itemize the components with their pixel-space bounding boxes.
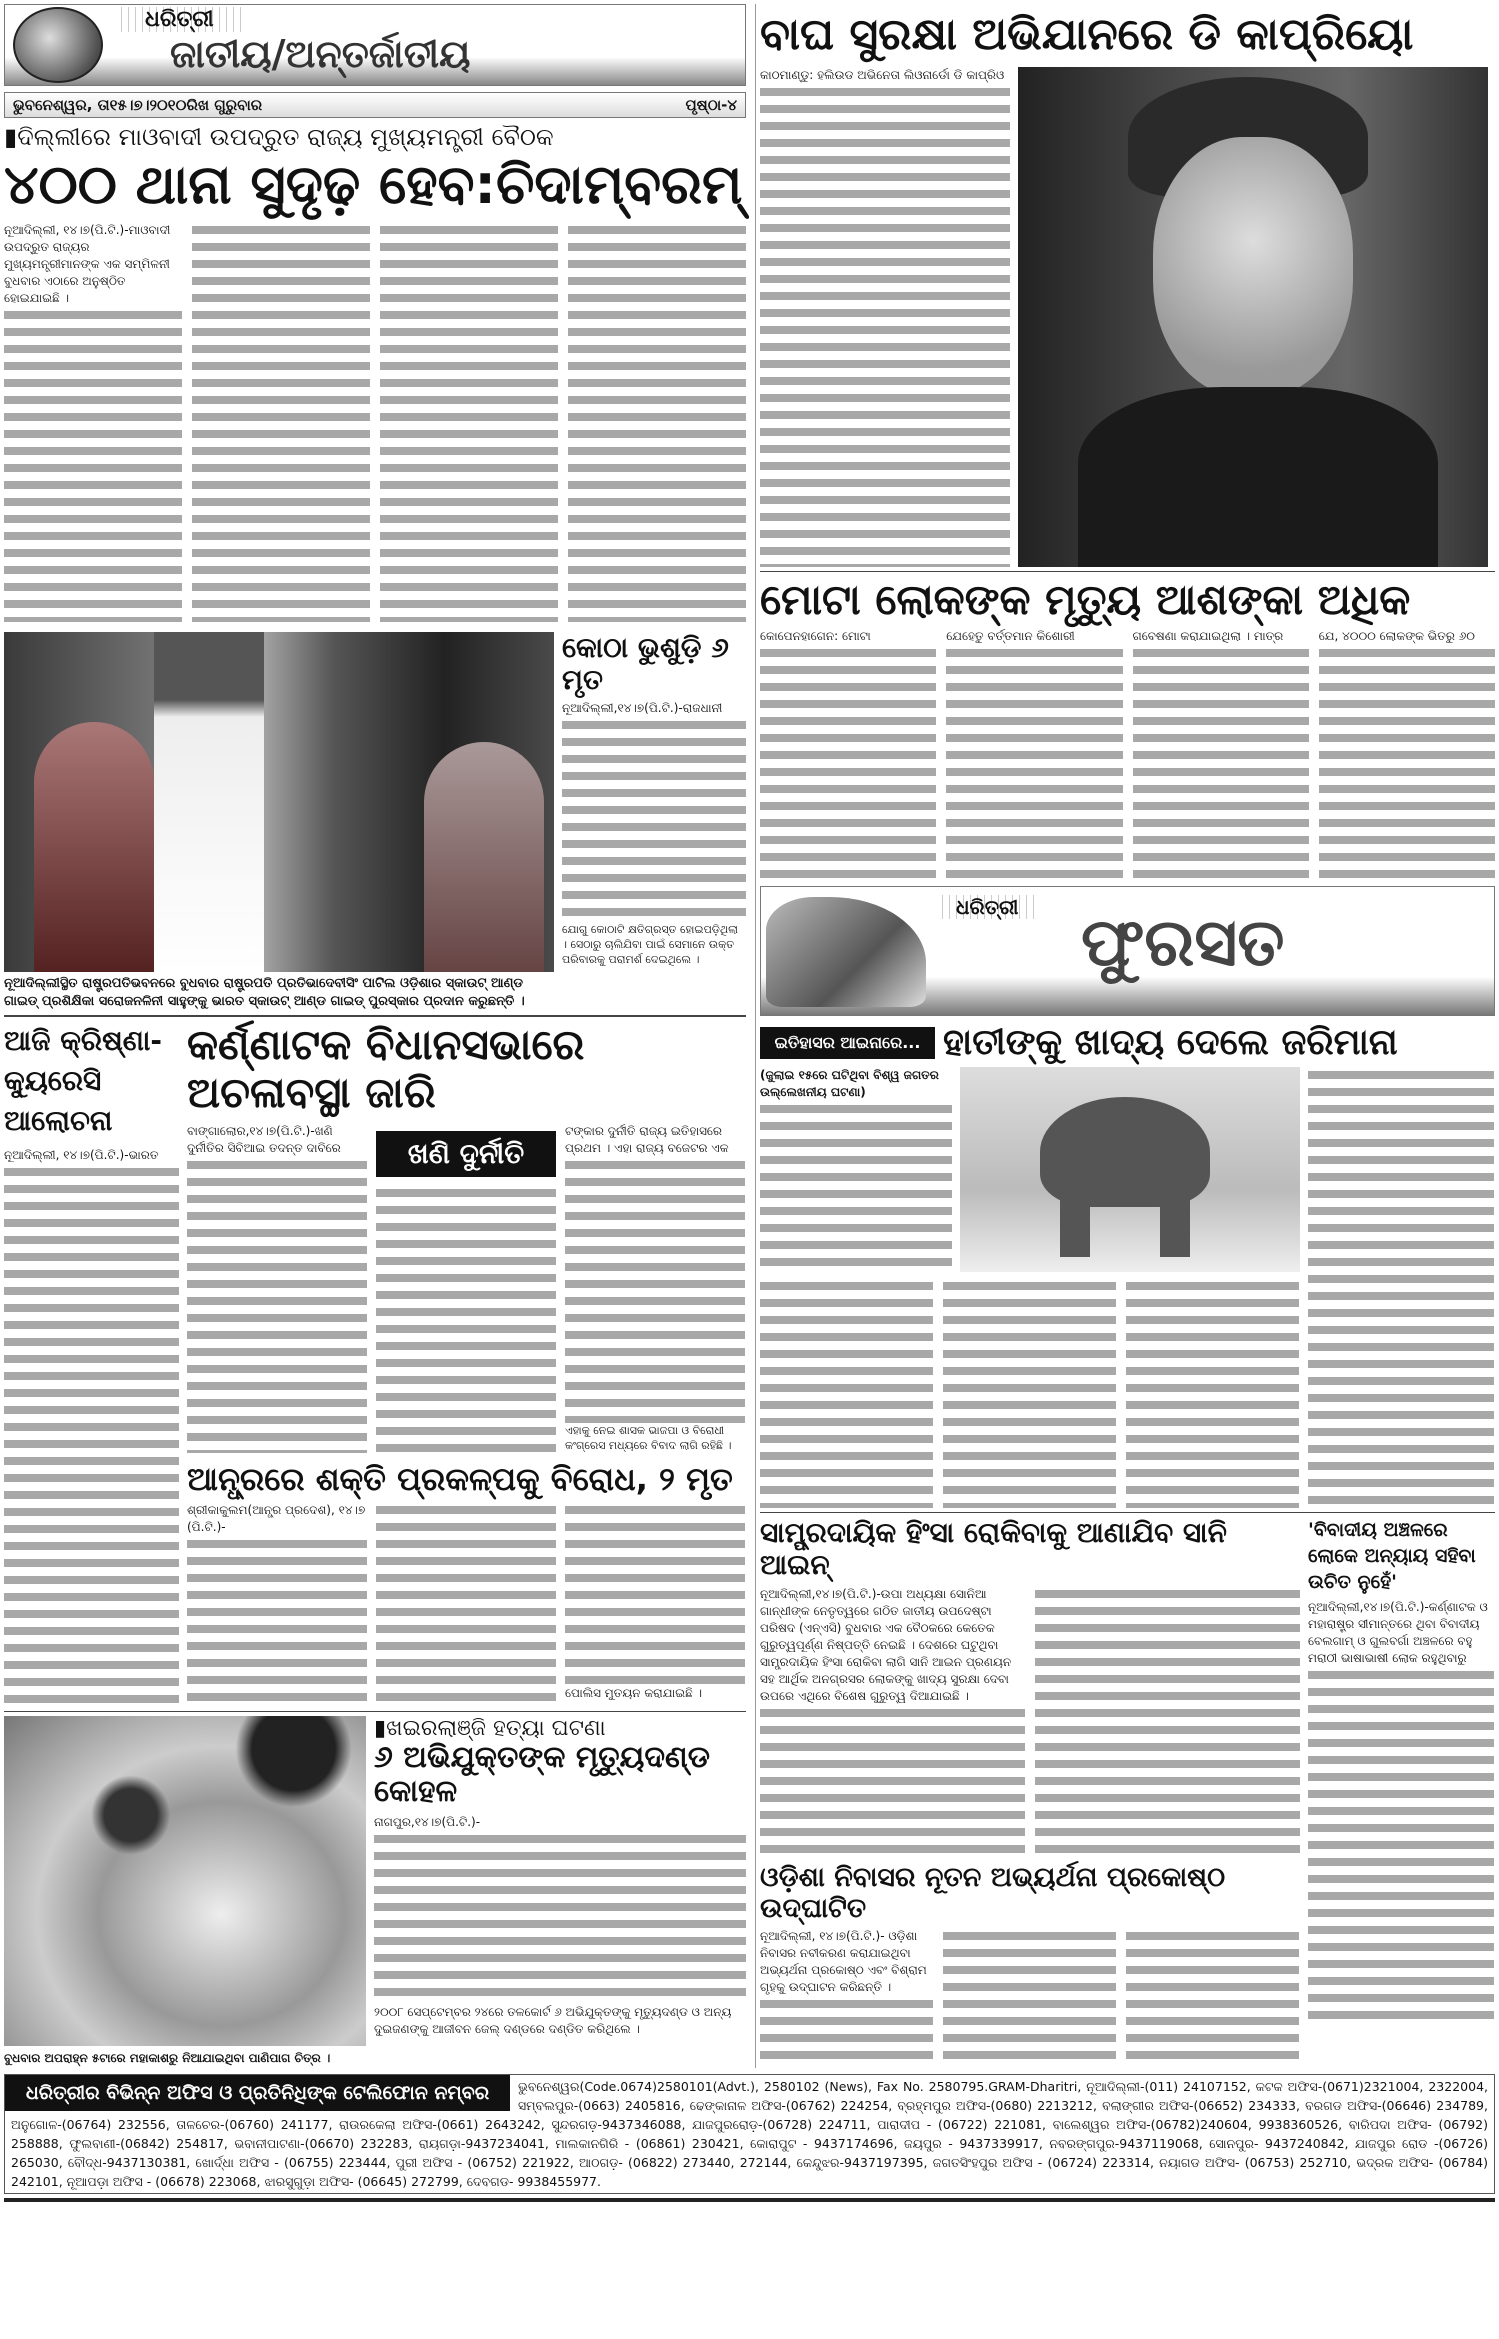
krishna-qureshi-text: ନୂଆଦିଲ୍ଲୀ, ୧୪।୭(ପି.ଟି.)-ଭାରତ bbox=[4, 1147, 179, 1164]
history-tag: ଇତିହାସର ଆଇନାରେ... bbox=[760, 1027, 935, 1059]
obesity-headline: ମୋଟା ଲୋକଙ୍କ ମୃତ୍ୟୁ ଆଶଙ୍କା ଅଧିକ bbox=[760, 574, 1411, 624]
award-photo-caption: ନୂଆଦିଲ୍ଲୀସ୍ଥିତ ରାଷ୍ଟ୍ରପତିଭବନରେ ବୁଧବାର ରାଷ୍ଟ୍ରପତି ପ୍ରତିଭାଦେବୀସିଂ ପାଟିଲ ଓଡ଼ିଶାର ସ୍କାଉଟ୍ ଆଣ୍ଡ ଗାଇଡ୍ ପ୍ରଶିକ୍ଷିକା ସରୋଜନଳିନୀ ସାହୁଙ୍କୁ ଭାରତ ସ୍କାଉଟ୍ ଆଣ୍ଡ ଗାଇଡ୍ ପୁରସ୍କାର ପ୍ରଦାନ କରୁଛନ୍ତି । bbox=[4, 975, 525, 1009]
khairlanji-kicker-text: ଖଇରଲାଞ୍ଜି ହତ୍ୟା ଘଟଣା bbox=[386, 1715, 606, 1741]
section-masthead bbox=[4, 4, 746, 86]
obesity-text-3: ଗବେଷଣା କରାଯାଇଥିଲା । ମାତ୍ର bbox=[1133, 628, 1309, 645]
border-dispute-headline: 'ବିବାଦୀୟ ଅଞ୍ଚଳରେ ଲୋକେ ଅନ୍ୟାୟ ସହିବା ଉଚିତ ନୁହେଁ' bbox=[1308, 1519, 1476, 1594]
karnataka-text-2: ଟଙ୍କାର ଦୁର୍ନୀତି ରାଜ୍ୟ ଇତିହାସରେ ପ୍ରଥମ । ଏହା ରାଜ୍ୟ ବଜେଟର ଏକ bbox=[565, 1123, 745, 1157]
andhra-body bbox=[187, 1502, 746, 1702]
odisha-niwas-body bbox=[760, 1928, 1300, 2068]
dateline-bar bbox=[4, 92, 746, 118]
obesity-text-4: ଯେ, ୪୦୦୦ ଲୋକଙ୍କ ଭିତରୁ ୬୦ bbox=[1319, 628, 1495, 645]
footer-rule bbox=[4, 2198, 1495, 2202]
karnataka-body-col3 bbox=[565, 1123, 745, 1453]
weather-caption: ବୁଧବାର ଅପରାହ୍ନ ୫ଟାରେ ମହାକାଶରୁ ନିଆଯାଇଥିବା ପାଣିପାଗ ଚିତ୍ର । bbox=[4, 2050, 331, 2065]
dicaprio-body bbox=[760, 67, 1010, 567]
dicaprio-photo bbox=[1018, 67, 1488, 567]
karnataka-headline: କର୍ଣ୍ଣାଟକ ବିଧାନସଭାରେ ଅଚଳାବସ୍ଥା ଜାରି bbox=[187, 1019, 585, 1117]
lead-body-text: ନୂଆଦିଲ୍ଲୀ, ୧୪।୭(ପି.ଟି.)-ମାଓବାଦୀ ଉପଦ୍ରୁତ ରାଜ୍ୟର ମୁଖ୍ୟମନ୍ତ୍ରୀମାନଙ୍କ ଏକ ସମ୍ମିଳନୀ ବୁଧବାର ଏଠାରେ ଅନୁଷ୍ଠିତ ହୋଇଯାଇଛି । bbox=[4, 222, 182, 307]
karnataka-body-col2 bbox=[376, 1123, 556, 1453]
krishna-qureshi-body bbox=[4, 1147, 179, 1707]
obesity-body bbox=[760, 628, 1495, 878]
andhra-headline: ଆନ୍ଧ୍ରରେ ଶକ୍ତି ପ୍ରକଳ୍ପକୁ ବିରୋଧ, ୨ ମୃତ bbox=[187, 1460, 733, 1499]
footer-title: ଧରିତ୍ରୀର ବିଭିନ୍ନ ଅଫିସ ଓ ପ୍ରତିନିଧିଙ୍କ ଟେଲିଫୋନ ନମ୍ବର bbox=[5, 2075, 510, 2111]
elephant-headline: ହାତୀଙ୍କୁ ଖାଦ୍ୟ ଦେଲେ ଜରିମାନା bbox=[943, 1021, 1398, 1063]
andhra-ending: ପୋଲିସ ମୁତୟନ କରାଯାଇଛି । bbox=[565, 1685, 745, 1702]
karnataka-body-col1 bbox=[187, 1123, 367, 1453]
elephant-body-bottom bbox=[760, 1278, 1300, 1508]
lead-headline: ୪୦୦ ଥାନା ସୁଦୃଢ଼ ହେବ:ଚିଦାମ୍ବରମ୍ bbox=[4, 152, 743, 216]
divider bbox=[760, 1512, 1495, 1513]
furasat-brand: ଧରିତ୍ରୀ bbox=[936, 895, 1038, 919]
building-collapse-ending: ଯୋଗୁ କୋଠାଟି କ୍ଷତିଗ୍ରସ୍ତ ହୋଇପଡ଼ିଥିଲା । ସେଠାରୁ ଚାଲିଯିବା ପାଇଁ ସେମାନେ ଉକ୍ତ ପରିବାରକୁ ପରାମର୍ଶ ଦେଇଥିଲେ । bbox=[562, 922, 746, 967]
khairlanji-kicker: ▮ଖଇରଲାଞ୍ଜି ହତ୍ୟା ଘଟଣା bbox=[374, 1715, 606, 1741]
odisha-niwas-text: ନୂଆଦିଲ୍ଲୀ, ୧୪।୭(ପି.ଟି.)- ଓଡ଼ିଶା ନିବାସର ନବୀକରଣ କରାଯାଇଥିବା ଅଭ୍ୟର୍ଥନା ପ୍ରକୋଷ୍ଠ ଏବଂ ବିଶ୍ରାମ ଗୃହକୁ ଉଦ୍‌ଘାଟନ କରିଛନ୍ତି । bbox=[760, 1928, 933, 1996]
karnataka-ending: ଏହାକୁ ନେଇ ଶାସକ ଭାଜପା ଓ ବିରୋଧୀ କଂଗ୍ରେସ ମଧ୍ୟରେ ବିବାଦ ଲାଗି ରହିଛି । bbox=[565, 1423, 745, 1453]
section-title: ଜାତୀୟ/ଅନ୍ତର୍ଜାତୀୟ bbox=[170, 32, 471, 76]
divider bbox=[760, 571, 1495, 572]
brand-logo: ଧରିତ୍ରୀ bbox=[115, 7, 244, 32]
newspaper-page bbox=[4, 4, 1495, 2068]
krishna-qureshi-headline: ଆଜି କ୍ରିଷ୍ଣା-କ୍ୟୁରେସି ଆଲୋଚନା bbox=[4, 1023, 162, 1137]
elephant-photo bbox=[960, 1067, 1300, 1272]
andhra-text: ଶ୍ରୀକାକୁଲମ(ଆନ୍ଧ୍ର ପ୍ରଦେଶ), ୧୪।୭ (ପି.ଟି.)- bbox=[187, 1503, 366, 1535]
khairlanji-ending: ୨୦୦୮ ସେପ୍ଟେମ୍ବର ୨୪ରେ ତଳକୋର୍ଟ ୬ ଅଭିଯୁକ୍ତଙ୍କୁ ମୃତ୍ୟୁଦଣ୍ଡ ଓ ଅନ୍ୟ ଦୁଇଜଣଙ୍କୁ ଆଜୀବନ ଜେଲ୍ ଦଣ୍ଡରେ ଦଣ୍ଡିତ କରିଥିଲେ । bbox=[374, 2004, 746, 2038]
odisha-niwas-headline: ଓଡ଼ିଶା ନିବାସର ନୂତନ ଅଭ୍ୟର୍ଥନା ପ୍ରକୋଷ୍ଠ ଉଦ୍‌ଘାଟିତ bbox=[760, 1861, 1226, 1924]
dateline: ଭୁବନେଶ୍ୱର, ତା୧୫।୭।୨୦୧୦ରିଖ ଗୁରୁବାର bbox=[13, 96, 263, 114]
lead-kicker: ▮ଦିଲ୍ଲୀରେ ମାଓବାଦୀ ଉପଦ୍ରୁତ ରାଜ୍ୟ ମୁଖ୍ୟମନ୍ତ୍ରୀ ବୈଠକ bbox=[4, 123, 554, 151]
border-dispute-body bbox=[1308, 1599, 1494, 2019]
building-collapse-body bbox=[562, 700, 746, 920]
communal-body bbox=[760, 1586, 1300, 1856]
communal-text: ନୂଆଦିଲ୍ଲୀ,୧୪।୭(ପି.ଟି.)-ଉପା ଅଧ୍ୟକ୍ଷା ସୋନିଆ ଗାନ୍ଧୀଙ୍କ ନେତୃତ୍ୱରେ ଗଠିତ ଜାତୀୟ ଉପଦେଷ୍ଟା ପରିଷଦ (ଏନ୍‌ଏସି) ବୁଧବାର ଏକ ବୈଠକରେ କେତେକ ଗୁରୁତ୍ୱପୂର୍ଣ୍ଣ ନିଷ୍ପତ୍ତି ନେଇଛି । ଦେଶରେ ଘଟୁଥିବା ସାମ୍ପ୍ରଦାୟିକ ହିଂସା ରୋକିବା ଲାଗି ସାନି ଆଇନ ପ୍ରଣୟନ ସହ ଆର୍ଥିକ ଅନଗ୍ରସର ଲୋକଙ୍କୁ ଖାଦ୍ୟ ସୁରକ୍ଷା ଦେବା ଉପରେ ଏଥିରେ ବିଶେଷ ଗୁରୁତ୍ୱ ଦିଆଯାଇଛି । bbox=[760, 1586, 1025, 1705]
elephant-body-right bbox=[1308, 1067, 1494, 1508]
elephant-intro: (ଜୁଲାଇ ୧୫ରେ ଘଟିଥିବା ବିଶ୍ୱ ଜଗତର ଉଲ୍ଲେଖନୀୟ ଘଟଣା) bbox=[760, 1067, 952, 1101]
dicaprio-text: କାଠମାଣ୍ଡୁ: ହଲିଉଡ ଅଭିନେତା ଲିଓନାର୍ଡୋ ଡି କାପ୍ରିଓ bbox=[760, 67, 1010, 84]
lead-kicker-text: ଦିଲ୍ଲୀରେ ମାଓବାଦୀ ଉପଦ୍ରୁତ ରାଜ୍ୟ ମୁଖ୍ୟମନ୍ତ୍ରୀ ବୈଠକ bbox=[17, 123, 554, 151]
divider bbox=[4, 1711, 746, 1712]
page-number: ପୃଷ୍ଠା-୪ bbox=[685, 96, 737, 114]
left-half bbox=[4, 4, 746, 2067]
dicaprio-headline: ବାଘ ସୁରକ୍ଷା ଅଭିଯାନରେ ଡି କାପ୍ରିୟୋ bbox=[760, 9, 1414, 60]
border-dispute-text: ନୂଆଦିଲ୍ଲୀ,୧୪।୭(ପି.ଟି.)-କର୍ଣ୍ଣାଟକ ଓ ମହାରାଷ୍ଟ୍ର ସୀମାନ୍ତରେ ଥିବା ବିବାଦୀୟ ବେଲଗାମ୍ ଓ ଗୁଲବର୍ଗା ଅଞ୍ଚଳରେ ବହୁ ମରାଠୀ ଭାଷାଭାଷୀ ଲୋକ ରହୁଥିବାରୁ bbox=[1308, 1599, 1494, 1667]
right-half bbox=[755, 4, 1495, 2068]
building-collapse-text: ନୂଆଦିଲ୍ଲୀ,୧୪।୭(ପି.ଟି.)-ରାଜଧାନୀ bbox=[562, 700, 746, 717]
karnataka-text: ବାଙ୍ଗାଲୋର,୧୪।୭(ପି.ଟି.)-ଖଣି ଦୁର୍ନୀତିର ସିବିଆଇ ତଦନ୍ତ ଦାବିରେ bbox=[187, 1123, 367, 1157]
satellite-weather-image bbox=[4, 1716, 366, 2046]
khairlanji-body bbox=[374, 1814, 746, 2004]
khairlanji-headline: ୬ ଅଭିଯୁକ୍ତଙ୍କ ମୃତ୍ୟୁଦଣ୍ଡ କୋହଳ bbox=[374, 1739, 710, 1810]
obesity-text: କୋପେନହାଗେନ: ମୋଟା bbox=[760, 628, 936, 645]
building-collapse-headline: କୋଠା ଭୁଶୁଡ଼ି ୬ ମୃତ bbox=[562, 630, 729, 696]
divider bbox=[4, 1015, 746, 1017]
award-photo bbox=[4, 632, 554, 972]
furasat-banner bbox=[760, 886, 1495, 1016]
globe-logo-icon bbox=[13, 7, 103, 83]
footer-contacts bbox=[4, 2074, 1495, 2194]
cartoon-cat-reading-icon bbox=[766, 897, 926, 1007]
elephant-body-left bbox=[760, 1101, 952, 1272]
communal-headline: ସାମ୍ପ୍ରଦାୟିକ ହିଂସା ରୋକିବାକୁ ଆଣାଯିବ ସାନି ଆଇନ୍ bbox=[760, 1516, 1227, 1582]
footer-phone-numbers: ଭୁବନେଶ୍ୱର(Code.0674)2580101(Advt.), 2580102 (News), Fax No. 2580795.GRAM-Dharitri, ନୂଆଦିଲ୍ଲୀ-(011) 24107152, କଟକ ଅଫିସ-(0671)2321004, 2322004, ସମ୍ବଲପୁର-(0663) 2405816, ଢେଙ୍କାନାଳ ଅଫିସ-(06762) 224254, ବ୍ରହ୍ମପୁର ଅଫିସ-(0680) 2213212, ବଲାଙ୍ଗୀର ଅଫିସ-(06652) 234333, ବରଗଡ ଅଫିସ-(06646) 234789, ଅନୁଗୋଳ-(06764) 232556, ତାଳଚେର-(06760) 241177, ରାଉରକେଲା ଅଫିସ-(0661) 2643242, ସୁନ୍ଦରଗଡ଼-9437346088, ଯାଜପୁରରୋଡ଼-(06728) 224711, ପାରାଦୀପ - (06722) 221081, ବାଲେଶ୍ୱର ଅଫିସ-(06782)240604, 9938360526, ବାରିପଦା ଅଫିସ- (06792) 258888, ଫୁଲବାଣୀ-(06842) 254817, ଭବାନୀପାଟଣା-(06670) 232283, ରାୟଗଡ଼ା-9437234041, ମାଲକାନଗିରି - (06861) 230421, କୋରାପୁଟ - 9437174696, ଜୟପୁର - 9437339917, ନବରଙ୍ଗପୁର-9437119068, ସୋନପୁର- 9437240842, ଯାଜପୁର ରୋଡ -(06726) 265030, ବୌଦ୍ଧ-9437130381, ଖୋର୍ଦ୍ଧା ଅଫିସ - (06755) 223444, ପୁରୀ ଅଫିସ - (06752) 221922, ଆଠଗଡ଼- (06822) 273440, 272144, କେନ୍ଦୁଝର-9437197395, ଜଗତସିଂହପୁର ଅଫିସ - (06724) 223314, ନୟାଗଡ ଅଫିସ- (06753) 252710, ଭଦ୍ରକ ଅଫିସ- (06784) 242101, ନୂଆପଡ଼ା ଅଫିସ - (06678) 223068, ଝାରସୁଗୁଡ଼ା ଅଫିସ- (06645) 272799, ଦେବଗଡ- 9938455977. bbox=[11, 2078, 1488, 2189]
mining-scam-tag: ଖଣି ଦୁର୍ନୀତି bbox=[376, 1131, 556, 1177]
obesity-text-2: ଯେହେତୁ ବର୍ତ୍ତମାନ କିଶୋରୀ bbox=[946, 628, 1122, 645]
lead-body bbox=[4, 222, 746, 622]
khairlanji-text: ନାଗପୁର,୧୪।୭(ପି.ଟି.)- bbox=[374, 1814, 746, 1831]
furasat-title: ଫୁରସତ bbox=[1081, 903, 1285, 981]
